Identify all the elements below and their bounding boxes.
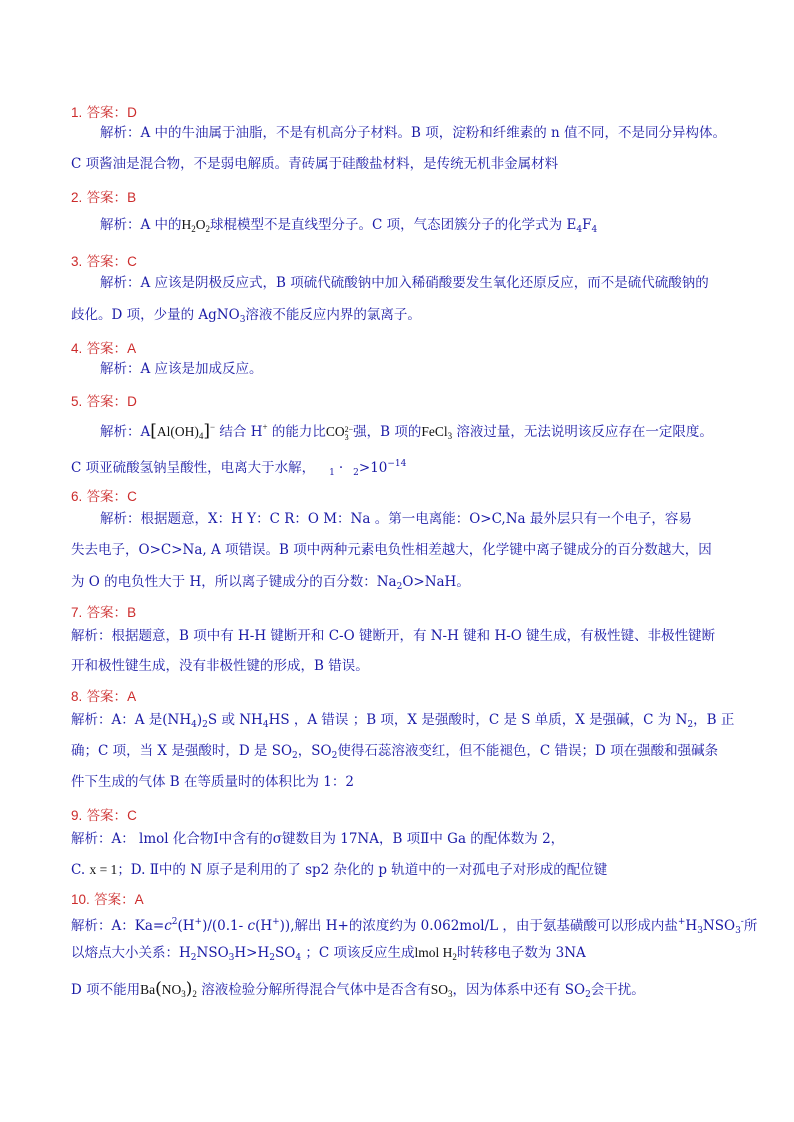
answer-letter: D	[127, 105, 137, 120]
answer-label: 答案：	[86, 808, 128, 824]
answer-letter: A	[127, 341, 137, 356]
explanation-line: 解析：A： lmol 化合物Ⅰ中含有的σ键数目为 17NA，B 项Ⅱ中 Ga 的配体数为 2，	[71, 831, 565, 847]
answer-letter: B	[127, 190, 137, 205]
explanation-line: D 项不能用$Ba(NO_3)_2$ 溶液检验分解所得混合气体中是否含有$SO_3$，因为体系中还有 $SO_2$会干扰。	[71, 979, 645, 1000]
answer-heading	[71, 390, 137, 410]
explanation-line: 解析：A 中的牛油属于油脂，不是有机高分子材料。B 项，淀粉和纤维素的 n 值不同，不是同分异构体。	[100, 125, 727, 141]
explanation-line: 解析：A：$Ka=c^2(H^+)/(0.1-$ c(H+)),解出 H+的浓度约为 0.062mol/L ，由于氨基磺酸可以形成内盐$^+H_3NSO_3^-$所	[71, 917, 758, 936]
answer-letter: C	[127, 489, 137, 504]
answer-letter: D	[127, 394, 137, 409]
answer-heading	[71, 685, 136, 705]
answer-letter: A	[134, 892, 144, 907]
answer-heading	[71, 485, 137, 505]
answer-label: 答案：	[86, 689, 128, 705]
answer-heading	[71, 337, 136, 357]
explanation-line: 为 O 的电负性大于 H，所以离子键成分的百分数：$Na_2O>NaH$。	[71, 574, 470, 592]
answer-heading	[71, 186, 136, 206]
answer-label: 答案：	[86, 394, 128, 410]
explanation-line: C. x = 1；D. Ⅱ中的 N 原子是利用的了 sp2 杂化的 p 轨道中的一对孤电子对形成的配位键	[71, 862, 608, 878]
explanation-line: 解析：A 应该是阴极反应式，B 项硫代硫酸钠中加入稀硝酸要发生氧化还原反应，而不是硫代硫酸钠的	[100, 275, 709, 291]
answer-label: 答案：	[86, 254, 128, 270]
answer-label: 答案：	[86, 489, 128, 505]
answer-letter: C	[127, 254, 137, 269]
explanation-line: 失去电子，O>C>Na, A 项错误。B 项中两种元素电负性相差越大，化学键中离子键成分的百分数越大，因	[71, 542, 712, 558]
question-number: 7.	[71, 605, 83, 620]
question-number: 10.	[71, 892, 90, 907]
question-number: 4.	[71, 341, 83, 356]
question-number: 3.	[71, 254, 83, 269]
question-number: 2.	[71, 190, 83, 205]
explanation-line: 歧化。D 项，少量的 AgNO$_3$溶液不能反应内界的氯离子。	[71, 307, 421, 325]
question-number: 6.	[71, 489, 83, 504]
answer-heading	[71, 888, 144, 908]
answer-letter: A	[127, 689, 137, 704]
answer-letter: B	[127, 605, 137, 620]
explanation-line: 件下生成的气体 B 在等质量时的体积比为 1：2	[71, 774, 354, 790]
explanation-line: C 项酱油是混合物，不是弱电解质。青砖属于硅酸盐材料，是传统无机非金属材料	[71, 156, 559, 172]
question-number: 5.	[71, 394, 83, 409]
answer-label: 答案：	[86, 341, 128, 357]
explanation-line: 确；C 项，当 X 是强酸时，D 是 $SO_2$，$SO_2$使得石蕊溶液变红，但不能褪色，C 错误；D 项在强酸和强碱条	[71, 743, 719, 761]
answer-heading	[71, 601, 136, 621]
answer-label: 答案：	[86, 105, 128, 121]
answer-letter: C	[127, 808, 137, 823]
explanation-line: 解析：A：A 是$(NH_4)_2S$ 或 $NH_4HS$ ，A 错误 ；B 项，X 是强酸时，C 是 S 单质，X 是强碱，C 为 $N_2$，B 正	[71, 712, 735, 730]
explanation-line: 解析：根据题意，X：H Y：C R：O M：Na 。第一电离能：O>C,Na 最外层只有一个电子，容易	[100, 511, 692, 527]
answer-label: 答案：	[86, 605, 128, 621]
question-number: 1.	[71, 105, 83, 120]
question-number: 9.	[71, 808, 83, 823]
explanation-line: 解析：$A[Al(OH)_4]^-$ 结合 H+ 的能力比CO2− 3 强，B 项的FeCl$_3$ 溶液过量，无法说明该反应存在一定限度。	[100, 421, 713, 442]
answer-label: 答案：	[94, 892, 135, 908]
answer-heading	[71, 250, 137, 270]
explanation-line: C 项亚硫酸氢钠呈酸性，电离大于水解， $_1 \cdot _2>10^{-14}$	[71, 459, 407, 478]
explanation-line: 开和极性键生成，没有非极性键的形成，B 错误。	[71, 658, 369, 674]
explanation-line: 解析：A 中的$H_2O_2$球棍模型不是直线型分子。C 项，气态团簇分子的化学式为 $E_4F_4$	[100, 217, 598, 235]
explanation-line: 解析：根据题意，B 项中有 H-H 键断开和 C-O 键断开，有 N-H 键和 H-O 键生成，有极性键、非极性键断	[71, 628, 716, 644]
answer-heading	[71, 101, 137, 121]
explanation-line: 解析：A 应该是加成反应。	[100, 361, 263, 377]
explanation-line: 以熔点大小关系：$H_2NSO_3H>H_2SO_4$ ；C 项该反应生成lmol $H_2$时转移电子数为 3NA	[71, 945, 586, 963]
question-number: 8.	[71, 689, 83, 704]
answer-heading	[71, 804, 137, 824]
answer-label: 答案：	[86, 190, 128, 206]
